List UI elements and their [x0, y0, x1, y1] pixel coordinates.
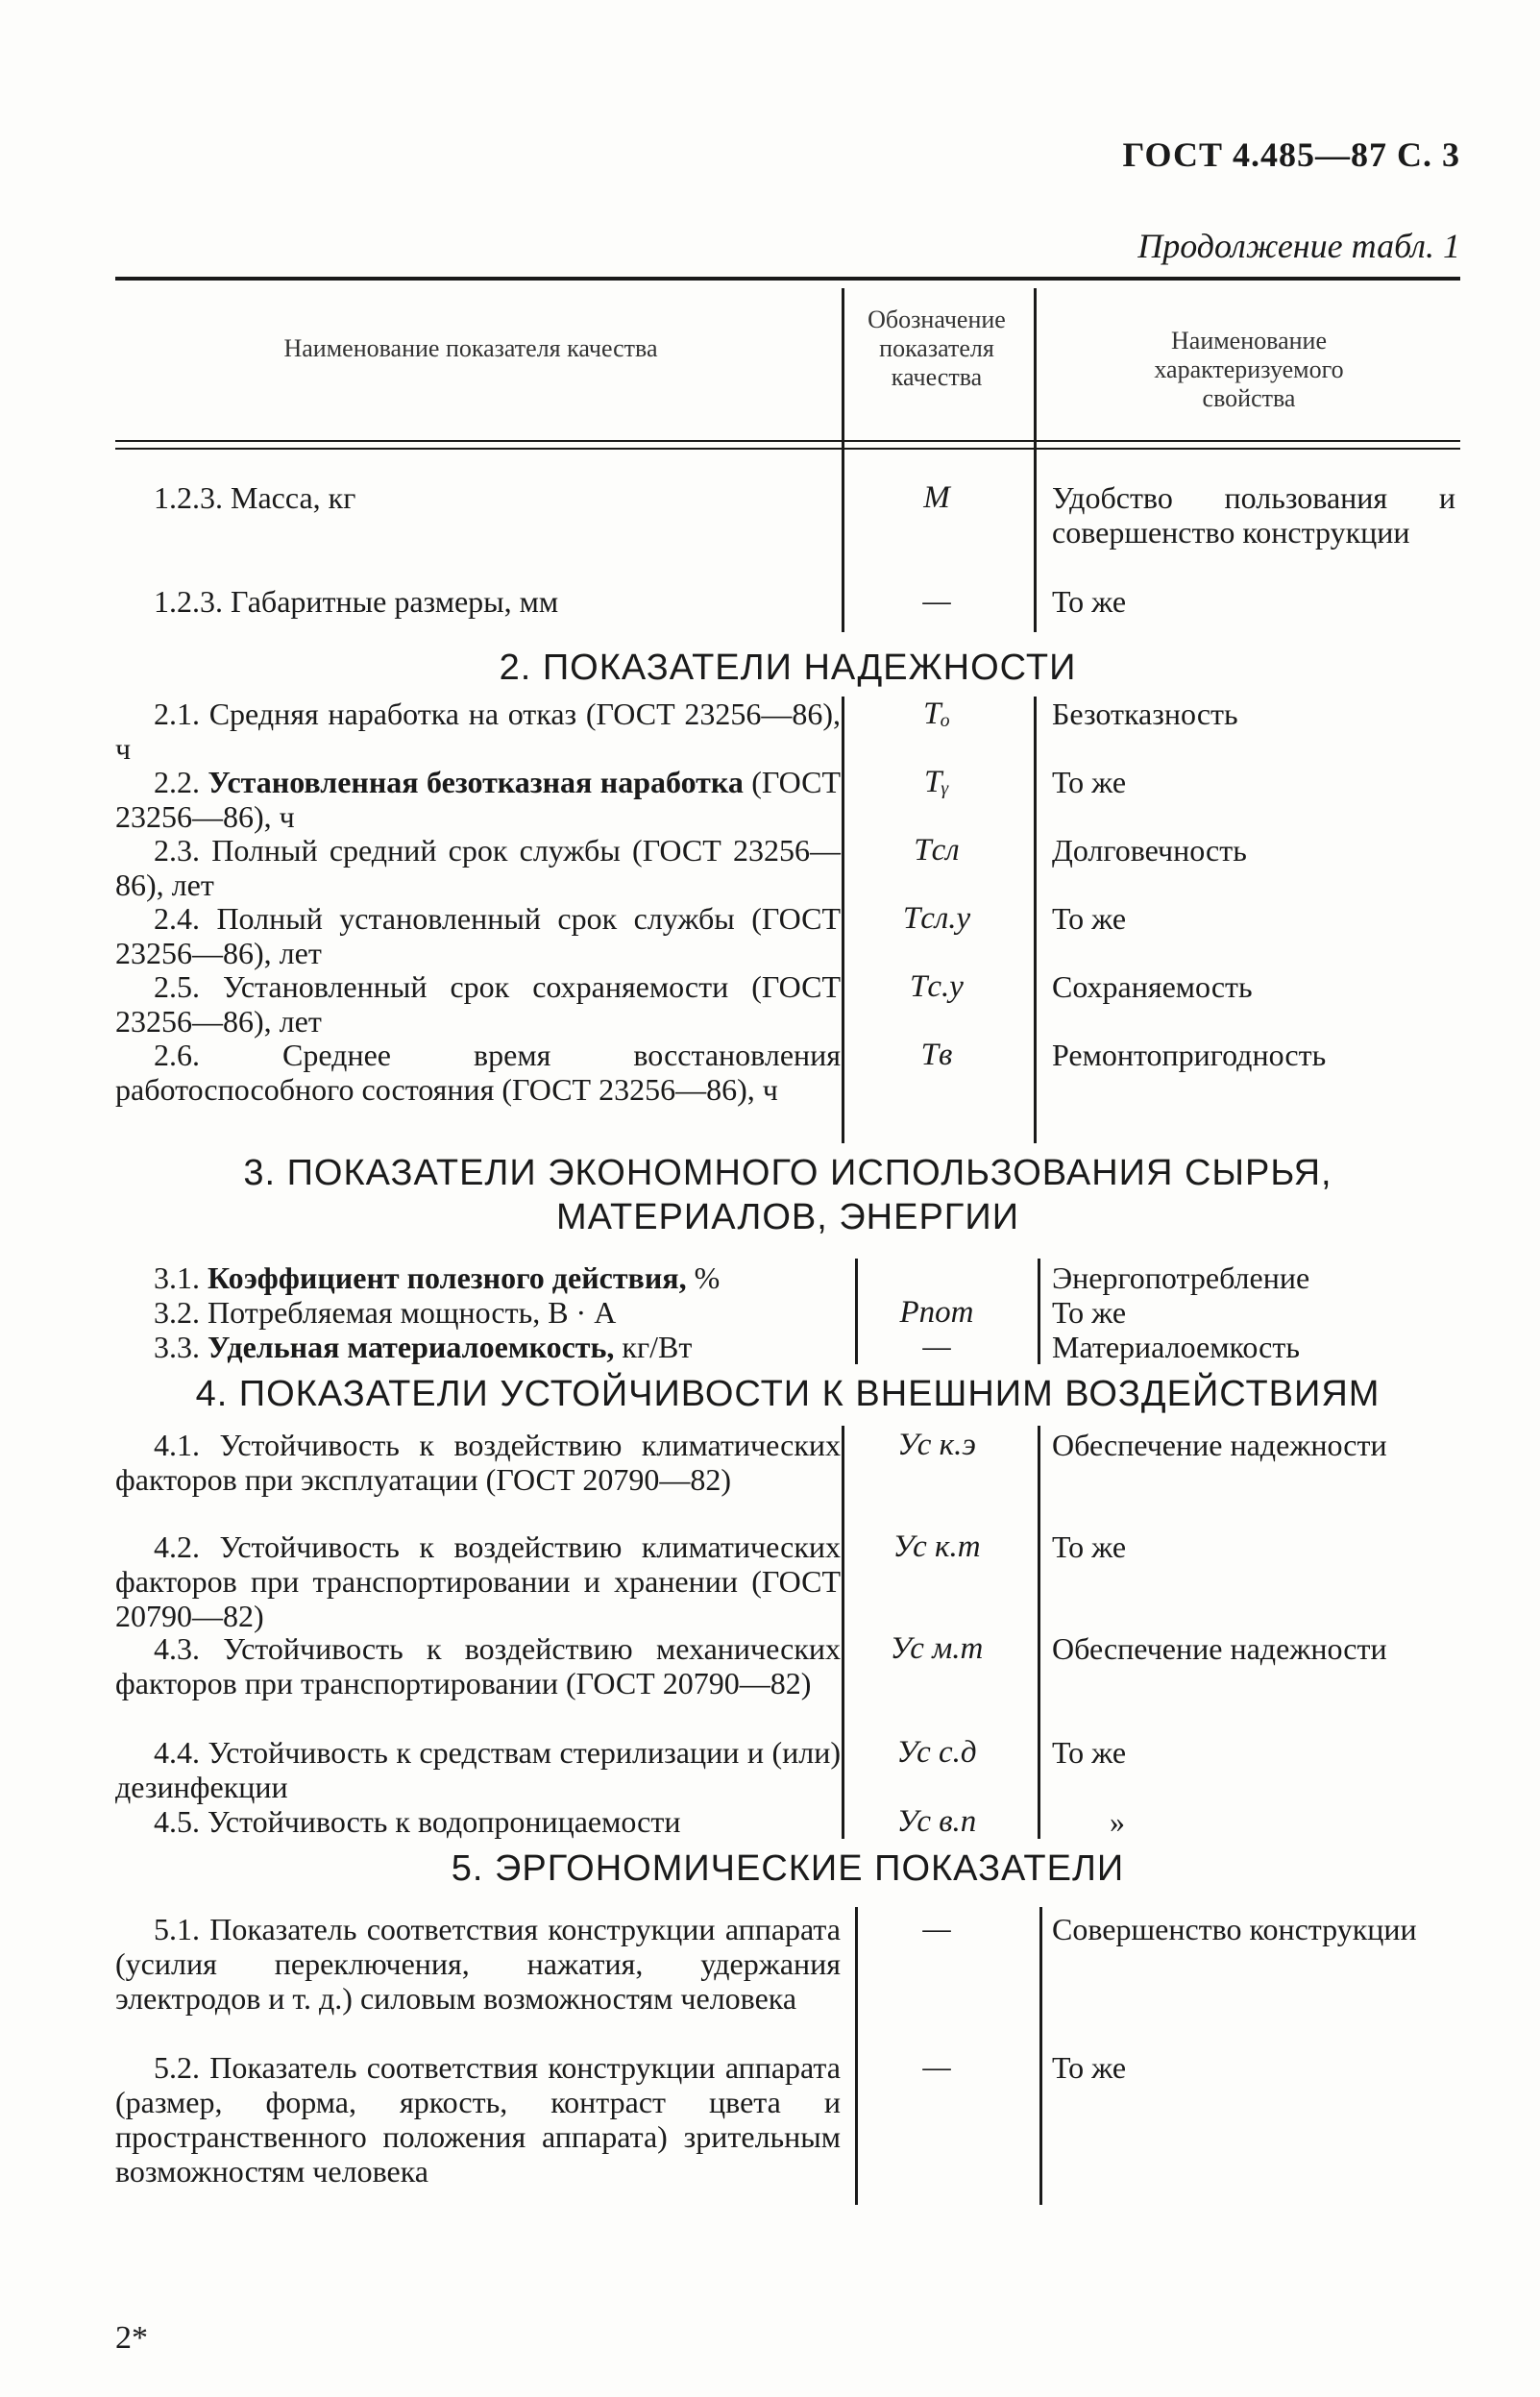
column-header-name: Наименование показателя качества [283, 334, 658, 362]
table-continuation-label: Продолжение табл. 1 [1137, 227, 1460, 265]
column-divider [1034, 288, 1037, 632]
header-rule-1 [115, 440, 1460, 442]
column-divider [1038, 1426, 1040, 1839]
page-footer-mark: 2* [115, 2320, 148, 2356]
section-heading: 3. ПОКАЗАТЕЛИ ЭКОНОМНОГО ИСПОЛЬЗОВАНИЯ СЫРЬЯ, МАТЕРИАЛОВ, ЭНЕРГИИ [243, 1153, 1332, 1237]
column-divider [1034, 697, 1037, 1143]
column-header-symbol: Обозначение показателя качества [868, 306, 1006, 391]
column-divider [842, 288, 844, 632]
column-header-property: Наименование характеризуемого свойства [1154, 327, 1344, 412]
column-divider [842, 1426, 844, 1839]
table-top-rule [115, 277, 1460, 281]
document-page: ГОСТ 4.485—87 С. 3 Продолжение табл. 1 Наименование показателя качества Обозначение показателя качества Наименование характеризуемого свойства 1.2.3. Масса, кг M Удобство пользования и совершенство конструкции 1.2.3. Габаритные размеры, мм — То же 2. ПОКАЗАТЕЛИ НАДЕЖНОСТИ 2.1. Средняя наработка на отказ (ГОСТ 23256—86), ч Tₒ Безотказность 2.2. Установленная безотказная наработка (ГОСТ 23256—86), ч Tᵧ То же 2.3. Полный средний срок службы (ГОСТ 23256—86), лет Tсл Долговечность 2.4. Полный установленный срок службы (ГОСТ 23256—86), лет Tсл.у То же 2.5. Установленный срок сохраняемости (ГОСТ 23256—86), лет Tс.у Сохраняемость 2.6. Среднее время восстановления работоспособного состояния (ГОСТ 23256—86), ч Tв Ремонтопригодность 3. ПОКАЗАТЕЛИ ЭКОНОМНОГО ИСПОЛЬЗОВАНИЯ СЫРЬЯ, МАТЕРИАЛОВ, ЭНЕРГИИ 3.1. Коэффициент полезного действия, % Энергопотребление 3.2. Потребляемая мощность, В · А Pпот То же 3.3. Удельная материалоемкость, кг/Вт — Материалоемкость 4. ПОКАЗАТЕЛИ УСТОЙЧИВОСТИ К ВНЕШНИМ ВОЗДЕЙСТВИЯМ 4.1. Устойчивость к воздействию климатических факторов при эксплуатации (ГОСТ 20790—82) Ус к.э Обеспечение надежности 4.2. Устойчивость к воздействию климатических факторов при транспортировании и хранении (ГОСТ 20790—82) Ус к.т То же 4.3. Устойчивость к воздействию механических факторов при транспортировании (ГОСТ 20790—82) Ус м.т Обеспечение надежности 4.4. Устойчивость к средствам стерилизации и (или) дезинфекции Ус с.д То же 4.5. Устойчивость к водопроницаемости Ус в.п » 5. ЭРГОНОМИЧЕСКИЕ ПОКАЗАТЕЛИ 5.1. Показатель соответствия конструкции аппарата (усилия переключения, нажатия, удержания электродов и т. д.) силовым возможностям человека — Совершенство конструкции 5.2. Показатель соответствия конструкции аппарата (размер, форма, яркость, контраст цвета и пространственного положения аппарата) зрительным возможностям человека — То же 2* [115, 135, 1460, 2356]
page-header: ГОСТ 4.485—87 С. 3 [1122, 135, 1460, 174]
section-heading: 5. ЭРГОНОМИЧЕСКИЕ ПОКАЗАТЕЛИ [451, 1848, 1125, 1889]
column-divider [1039, 1907, 1042, 2205]
column-divider [842, 697, 844, 1143]
column-divider [1038, 1259, 1040, 1364]
header-rule-2 [115, 448, 1460, 450]
section-heading: 4. ПОКАЗАТЕЛИ УСТОЙЧИВОСТИ К ВНЕШНИМ ВОЗДЕЙСТВИЯМ [195, 1374, 1381, 1414]
section-heading: 2. ПОКАЗАТЕЛИ НАДЕЖНОСТИ [499, 648, 1077, 688]
